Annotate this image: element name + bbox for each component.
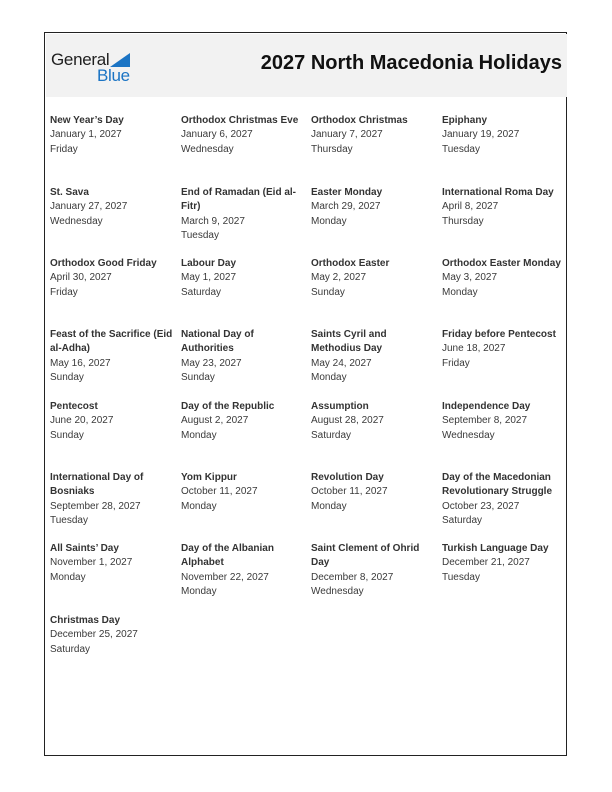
- holiday-item: [311, 471, 437, 514]
- holiday-date: April 30, 2027: [50, 272, 112, 284]
- holiday-date: May 24, 2027: [311, 357, 372, 369]
- holiday-name: International Roma Day: [442, 187, 554, 198]
- holiday-item: [311, 328, 437, 385]
- holiday-item: [50, 114, 176, 157]
- holiday-weekday: Tuesday: [50, 514, 88, 526]
- holiday-weekday: Friday: [50, 286, 78, 298]
- holiday-item: [311, 114, 437, 157]
- holiday-item: [442, 471, 568, 528]
- holiday-weekday: Monday: [181, 500, 217, 512]
- holiday-item: [442, 186, 568, 229]
- holiday-date: October 11, 2027: [181, 486, 258, 498]
- holiday-item: [181, 328, 307, 385]
- holiday-name: Labour Day: [181, 258, 237, 269]
- holiday-weekday: Thursday: [311, 143, 353, 155]
- holiday-name: Epiphany: [442, 115, 488, 126]
- holiday-item: [50, 257, 176, 300]
- header-band: [46, 34, 567, 97]
- holiday-item: [181, 542, 307, 599]
- holiday-weekday: Tuesday: [181, 229, 219, 241]
- holiday-date: August 2, 2027: [181, 415, 249, 427]
- holiday-item: [311, 400, 437, 443]
- holiday-name: St. Sava: [50, 187, 89, 198]
- holiday-name: Orthodox Good Friday: [50, 258, 157, 269]
- holiday-date: September 8, 2027: [442, 415, 528, 427]
- holiday-weekday: Saturday: [50, 643, 91, 655]
- holiday-item: [181, 400, 307, 443]
- holiday-weekday: Monday: [50, 571, 86, 583]
- holiday-date: August 28, 2027: [311, 415, 384, 427]
- holiday-item: [442, 257, 568, 300]
- holiday-name: Friday before Pentecost: [442, 329, 556, 340]
- holiday-item: [181, 471, 307, 514]
- holiday-item: [442, 542, 568, 585]
- holiday-date: October 23, 2027: [442, 500, 520, 512]
- holiday-name: Pentecost: [50, 401, 98, 412]
- holiday-item: [181, 114, 307, 157]
- holiday-date: December 25, 2027: [50, 629, 138, 641]
- holiday-date: January 27, 2027: [50, 201, 128, 213]
- holiday-item: [442, 114, 568, 157]
- holiday-name: National Day of Authorities: [181, 329, 254, 355]
- holiday-date: January 7, 2027: [311, 129, 383, 141]
- holiday-weekday: Saturday: [442, 514, 483, 526]
- holiday-date: January 6, 2027: [181, 129, 253, 141]
- holiday-item: [181, 257, 307, 300]
- holiday-weekday: Monday: [181, 585, 217, 597]
- holiday-name: Independence Day: [442, 401, 531, 412]
- holiday-weekday: Wednesday: [50, 215, 103, 227]
- holiday-name: All Saints’ Day: [50, 543, 119, 554]
- holiday-weekday: Saturday: [311, 429, 352, 441]
- holiday-weekday: Sunday: [50, 429, 84, 441]
- holiday-date: November 1, 2027: [50, 557, 133, 569]
- holiday-date: October 11, 2027: [311, 486, 388, 498]
- holiday-name: Easter Monday: [311, 187, 383, 198]
- generalblue-logo: [51, 50, 141, 84]
- holiday-weekday: Sunday: [50, 371, 84, 383]
- holiday-name: Feast of the Sacrifice (Eid al-Adha): [50, 329, 173, 355]
- holiday-date: December 21, 2027: [442, 557, 530, 569]
- holiday-weekday: Saturday: [181, 286, 222, 298]
- holiday-date: December 8, 2027: [311, 571, 394, 583]
- holiday-date: May 1, 2027: [181, 272, 237, 284]
- holiday-name: Orthodox Easter: [311, 258, 390, 269]
- logo-triangle-icon: [110, 53, 130, 67]
- holiday-date: April 8, 2027: [442, 201, 499, 213]
- holiday-weekday: Wednesday: [442, 429, 495, 441]
- holiday-item: [311, 186, 437, 229]
- holiday-item: [50, 400, 176, 443]
- holiday-weekday: Monday: [311, 371, 347, 383]
- holiday-date: January 19, 2027: [442, 129, 520, 141]
- holiday-name: Orthodox Easter Monday: [442, 258, 561, 269]
- holiday-name: End of Ramadan (Eid al-Fitr): [181, 187, 297, 213]
- holiday-name: Day of the Republic: [181, 401, 275, 412]
- holiday-item: [50, 614, 176, 657]
- holiday-item: [50, 471, 176, 528]
- holiday-item: [311, 542, 437, 599]
- holiday-weekday: Friday: [50, 143, 78, 155]
- holiday-item: [311, 257, 437, 300]
- logo-text-general: General: [51, 50, 110, 69]
- holiday-name: Assumption: [311, 401, 369, 412]
- holiday-weekday: Monday: [311, 215, 347, 227]
- holiday-weekday: Thursday: [442, 215, 484, 227]
- holiday-weekday: Wednesday: [181, 143, 234, 155]
- holiday-date: June 20, 2027: [50, 415, 114, 427]
- holiday-name: Turkish Language Day: [442, 543, 549, 554]
- holiday-item: [50, 542, 176, 585]
- holiday-weekday: Wednesday: [311, 585, 364, 597]
- holiday-date: May 2, 2027: [311, 272, 367, 284]
- holiday-name: Saints Cyril and Methodius Day: [311, 329, 387, 355]
- holiday-item: [442, 328, 568, 371]
- holiday-item: [50, 186, 176, 229]
- holiday-name: Day of the Albanian Alphabet: [181, 543, 274, 569]
- holiday-name: Saint Clement of Ohrid Day: [311, 543, 420, 569]
- holiday-item: [181, 186, 307, 243]
- holiday-name: Christmas Day: [50, 615, 121, 626]
- holiday-date: November 22, 2027: [181, 571, 269, 583]
- holiday-name: Orthodox Christmas: [311, 115, 408, 126]
- holiday-weekday: Sunday: [311, 286, 345, 298]
- holiday-item: [50, 328, 176, 385]
- holiday-weekday: Friday: [442, 357, 470, 369]
- page-title: 2027 North Macedonia Holidays: [260, 52, 562, 74]
- holiday-date: May 23, 2027: [181, 357, 242, 369]
- holiday-weekday: Monday: [442, 286, 478, 298]
- holiday-date: January 1, 2027: [50, 129, 122, 141]
- holiday-date: May 16, 2027: [50, 357, 111, 369]
- holiday-weekday: Tuesday: [442, 571, 480, 583]
- holiday-name: Day of the Macedonian Revolutionary Struggle: [442, 472, 553, 498]
- holiday-name: Revolution Day: [311, 472, 384, 483]
- holiday-weekday: Tuesday: [442, 143, 480, 155]
- holiday-name: Yom Kippur: [181, 472, 237, 483]
- holiday-weekday: Sunday: [181, 371, 215, 383]
- holiday-weekday: Monday: [181, 429, 217, 441]
- holiday-item: [442, 400, 568, 443]
- holiday-date: September 28, 2027: [50, 500, 141, 512]
- logo-text-blue: Blue: [97, 66, 130, 85]
- holiday-date: June 18, 2027: [442, 343, 506, 355]
- holiday-name: International Day of Bosniaks: [50, 472, 144, 498]
- holiday-weekday: Monday: [311, 500, 347, 512]
- holiday-date: March 29, 2027: [311, 201, 381, 213]
- holiday-name: Orthodox Christmas Eve: [181, 115, 299, 126]
- holiday-date: May 3, 2027: [442, 272, 498, 284]
- holiday-name: New Year’s Day: [50, 115, 124, 126]
- holiday-date: March 9, 2027: [181, 215, 245, 227]
